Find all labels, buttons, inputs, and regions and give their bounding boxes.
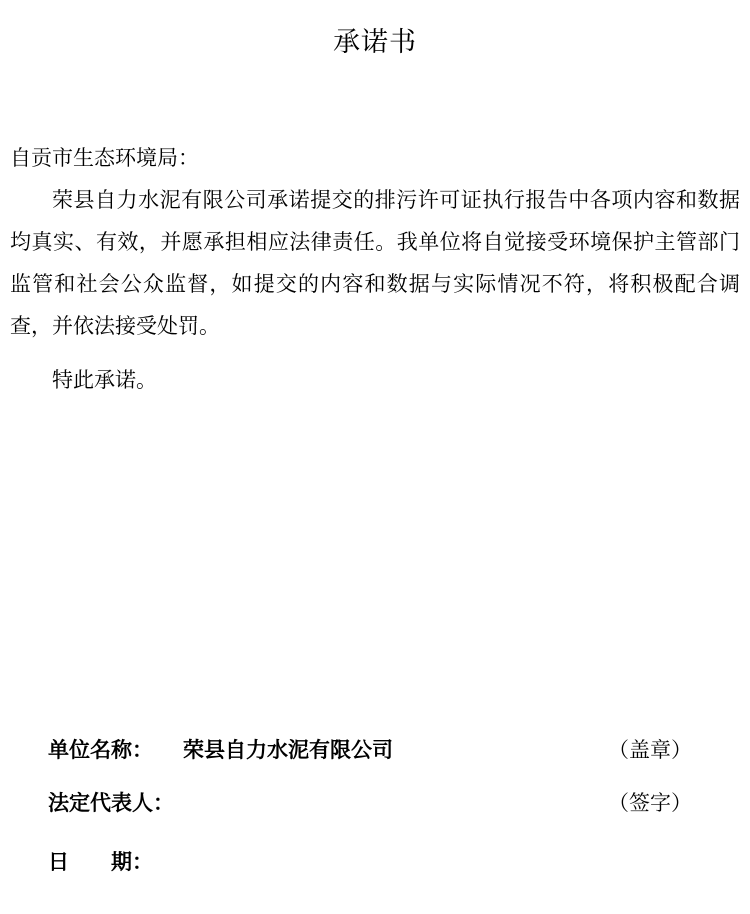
document-content	[0, 137, 750, 875]
signature-note: （签字）	[608, 791, 692, 815]
letter-body	[10, 137, 740, 347]
date-label: 日 期：	[48, 850, 153, 874]
closing-line: 特此承诺。	[52, 368, 157, 392]
company-name-row	[48, 737, 740, 763]
commitment-paragraph: 荣县自力水泥有限公司承诺提交的排污许可证执行报告中各项内容和数据均真实、有效，并愿承担相应法律责任。我单位将自觉接受环境保护主管部门监管和社会公众监督，如提交的内容和数据与实际情况不符，将积极配合调查，并依法接受处罚。	[10, 188, 740, 338]
legal-representative-row	[48, 790, 740, 816]
legal-representative-label: 法定代表人：	[48, 791, 174, 815]
company-name-label: 单位名称：	[48, 738, 153, 762]
seal-note: （盖章）	[608, 738, 692, 762]
signature-block	[48, 737, 740, 875]
date-row	[48, 849, 740, 875]
document-title: 承诺书	[333, 27, 417, 57]
addressee-line: 自贡市生态环境局：	[10, 146, 199, 170]
company-name-value: 荣县自力水泥有限公司	[183, 738, 393, 762]
